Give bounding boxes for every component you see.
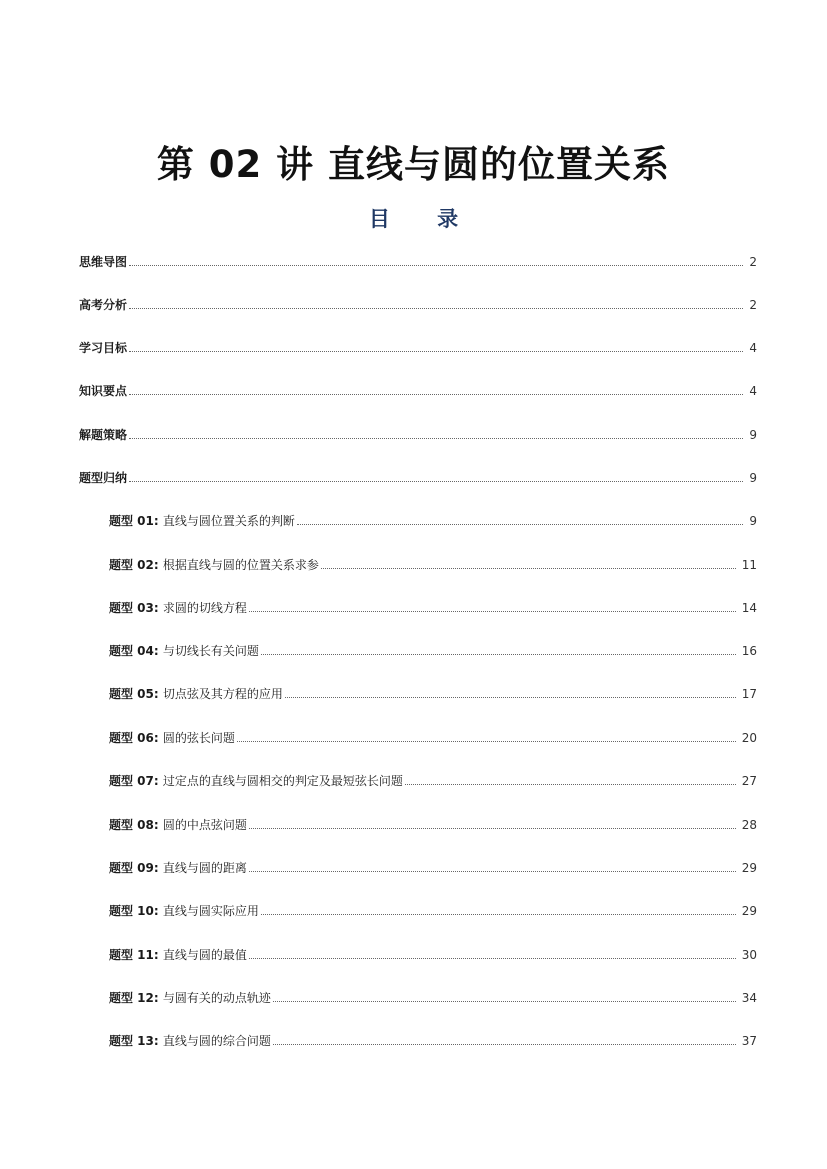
- toc-heading: 目 录: [368, 207, 479, 231]
- toc-page-number: 20: [741, 731, 757, 745]
- toc-page-number: 14: [741, 601, 757, 615]
- toc-entry-label: [109, 684, 283, 704]
- toc-entry-key-knowledge[interactable]: [79, 381, 757, 401]
- toc-dot-leader: [129, 295, 743, 309]
- toc-dot-leader: [297, 511, 743, 525]
- toc-type-number: 题型 12:: [109, 991, 159, 1005]
- toc-type-number: 题型 10:: [109, 904, 159, 918]
- toc-entry-type-08[interactable]: [109, 815, 757, 835]
- toc-page-number: 9: [749, 471, 757, 485]
- toc-dot-leader: [129, 425, 743, 439]
- toc-entry-type-06[interactable]: [109, 728, 757, 748]
- toc-entry-type-10[interactable]: [109, 901, 757, 921]
- toc-type-number: 题型 03:: [109, 601, 159, 615]
- toc-page-number: 29: [741, 861, 757, 875]
- toc-entry-type-13[interactable]: [109, 1031, 757, 1051]
- toc-entry-label: [109, 598, 247, 618]
- toc-dot-leader: [261, 901, 736, 915]
- toc-entry-label: [109, 555, 319, 575]
- toc-page-number: 9: [749, 428, 757, 442]
- toc-entry-label: [109, 771, 403, 791]
- toc-type-number: 题型 01:: [109, 514, 159, 528]
- toc-type-topic: 直线与圆实际应用: [162, 904, 259, 918]
- toc-type-topic: 直线与圆的距离: [162, 861, 247, 875]
- toc-entry-exam-analysis[interactable]: [79, 295, 757, 315]
- toc-entry-label: 思维导图: [79, 255, 128, 269]
- toc-type-topic: 直线与圆的综合问题: [162, 1034, 271, 1048]
- toc-dot-leader: [249, 598, 736, 612]
- toc-dot-leader: [237, 728, 736, 742]
- toc-entry-label: [109, 945, 247, 965]
- toc-page-number: 2: [749, 298, 757, 312]
- toc-page-number: 2: [749, 255, 757, 269]
- toc-type-number: 题型 04:: [109, 644, 159, 658]
- toc-page-number: 11: [741, 558, 757, 572]
- toc-entry-label: 题型归纳: [79, 471, 128, 485]
- toc-entry-label: [109, 815, 247, 835]
- toc-dot-leader: [273, 988, 736, 1002]
- toc-type-topic: 圆的中点弦问题: [162, 818, 247, 832]
- toc-dot-leader: [129, 338, 743, 352]
- toc-entry-type-01[interactable]: [109, 511, 757, 531]
- toc-dot-leader: [321, 555, 736, 569]
- toc-entry-type-02[interactable]: [109, 555, 757, 575]
- toc-entry-label: [109, 1031, 271, 1051]
- toc-dot-leader: [261, 641, 736, 655]
- toc-type-topic: 直线与圆的最值: [162, 948, 247, 962]
- toc-entry-label: [109, 641, 259, 661]
- toc-entry-label: 知识要点: [79, 384, 128, 398]
- toc-entry-type-05[interactable]: [109, 684, 757, 704]
- toc-type-topic: 求圆的切线方程: [162, 601, 247, 615]
- toc-type-number: 题型 07:: [109, 774, 159, 788]
- toc-page-number: 29: [741, 904, 757, 918]
- toc-entry-type-11[interactable]: [109, 945, 757, 965]
- toc-type-topic: 与切线长有关问题: [162, 644, 259, 658]
- toc-dot-leader: [285, 684, 736, 698]
- toc-page-number: 28: [741, 818, 757, 832]
- toc-page-number: 16: [741, 644, 757, 658]
- toc-page-number: 27: [741, 774, 757, 788]
- toc-type-number: 题型 11:: [109, 948, 159, 962]
- toc-type-topic: 圆的弦长问题: [162, 731, 235, 745]
- toc-entry-type-12[interactable]: [109, 988, 757, 1008]
- toc-page-number: 34: [741, 991, 757, 1005]
- toc-entry-label: [109, 901, 259, 921]
- toc-page-number: 30: [741, 948, 757, 962]
- toc-page-number: 4: [749, 384, 757, 398]
- toc-type-number: 题型 09:: [109, 861, 159, 875]
- toc-entry-type-04[interactable]: [109, 641, 757, 661]
- toc-entry-label: [109, 511, 295, 531]
- toc-type-number: 题型 06:: [109, 731, 159, 745]
- toc-dot-leader: [249, 858, 736, 872]
- toc-entry-mind-map[interactable]: [79, 252, 757, 272]
- toc-entry-type-07[interactable]: [109, 771, 757, 791]
- toc-entry-solving-strategy[interactable]: [79, 425, 757, 445]
- toc-dot-leader: [249, 815, 736, 829]
- toc-type-number: 题型 05:: [109, 687, 159, 701]
- toc-type-topic: 根据直线与圆的位置关系求参: [162, 558, 319, 572]
- toc-dot-leader: [129, 468, 743, 482]
- toc-dot-leader: [405, 771, 736, 785]
- toc-dot-leader: [273, 1031, 736, 1045]
- toc-entry-label: 解题策略: [79, 428, 128, 442]
- toc-dot-leader: [129, 252, 743, 266]
- toc-type-number: 题型 08:: [109, 818, 159, 832]
- toc-entry-label: 高考分析: [79, 298, 128, 312]
- toc-type-topic: 切点弦及其方程的应用: [162, 687, 283, 701]
- document-title: 第 02 讲 直线与圆的位置关系: [156, 142, 671, 186]
- toc-entry-type-09[interactable]: [109, 858, 757, 878]
- toc-entry-label: [109, 988, 271, 1008]
- toc-page-number: 4: [749, 341, 757, 355]
- toc-entry-type-03[interactable]: [109, 598, 757, 618]
- toc-entry-label: 学习目标: [79, 341, 128, 355]
- toc-page-number: 9: [749, 514, 757, 528]
- toc-entry-label: [109, 858, 247, 878]
- toc-entry-problem-types[interactable]: [79, 468, 757, 488]
- toc-entry-learning-goals[interactable]: [79, 338, 757, 358]
- toc-type-number: 题型 02:: [109, 558, 159, 572]
- toc-type-topic: 与圆有关的动点轨迹: [162, 991, 271, 1005]
- toc-entry-label: [109, 728, 235, 748]
- toc-dot-leader: [249, 945, 736, 959]
- toc-page-number: 37: [741, 1034, 757, 1048]
- toc-type-number: 题型 13:: [109, 1034, 159, 1048]
- toc-dot-leader: [129, 381, 743, 395]
- toc-type-topic: 过定点的直线与圆相交的判定及最短弦长问题: [162, 774, 403, 788]
- toc-type-topic: 直线与圆位置关系的判断: [162, 514, 295, 528]
- toc-page-number: 17: [741, 687, 757, 701]
